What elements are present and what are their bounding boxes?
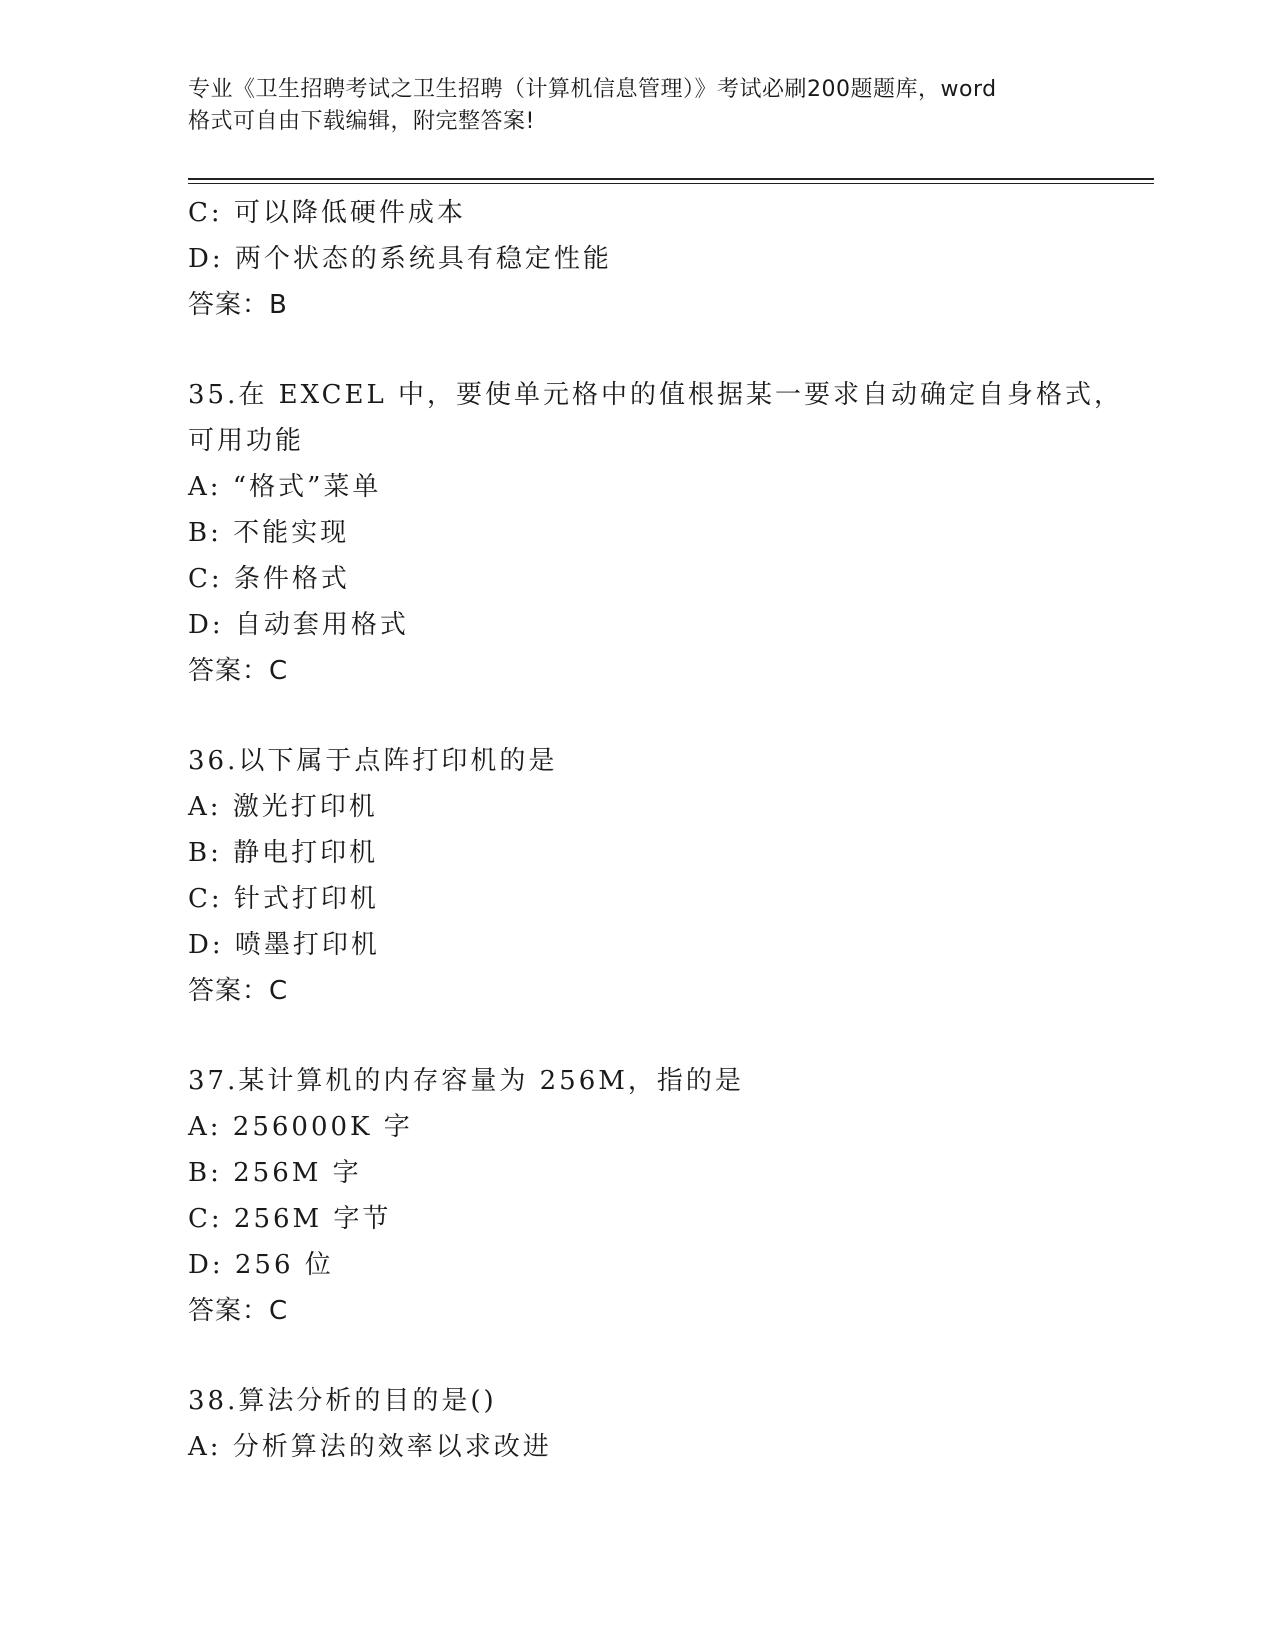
spacer — [188, 1014, 1088, 1058]
option-a: A: 分析算法的效率以求改进 — [188, 1432, 552, 1462]
option-d: D: 两个状态的系统具有稳定性能 — [188, 244, 612, 274]
question-block-35 — [188, 372, 1124, 694]
header-title-line-1: 专业《卫生招聘考试之卫生招聘（计算机信息管理）》考试必刷200题题库，word — [188, 77, 997, 102]
header-title-line-2: 格式可自由下载编辑，附完整答案! — [188, 109, 535, 134]
option-c: C: 针式打印机 — [188, 884, 379, 914]
option-a: A: “格式”菜单 — [188, 472, 382, 502]
document-body — [188, 190, 1124, 1470]
question-block-34-tail — [188, 190, 1088, 328]
answer-line: 答案：C — [188, 1296, 289, 1326]
option-a: A: 激光打印机 — [188, 792, 378, 822]
option-d: D: 喷墨打印机 — [188, 930, 380, 960]
option-b: B: 不能实现 — [188, 518, 350, 548]
question-block-36 — [188, 738, 1088, 1014]
option-d: D: 自动套用格式 — [188, 610, 409, 640]
option-c: C: 可以降低硬件成本 — [188, 198, 466, 228]
spacer — [188, 328, 1088, 372]
option-b: B: 256M 字 — [188, 1158, 362, 1188]
header-divider-thick — [188, 178, 1154, 180]
question-stem: 38.算法分析的目的是() — [188, 1386, 497, 1416]
question-stem-continued: 可用功能 — [188, 426, 305, 456]
option-a: A: 256000K 字 — [188, 1112, 413, 1142]
question-block-37 — [188, 1058, 1088, 1334]
option-c: C: 256M 字节 — [188, 1204, 392, 1234]
answer-line: 答案：C — [188, 656, 289, 686]
header-divider-thin — [188, 183, 1154, 184]
question-stem: 36.以下属于点阵打印机的是 — [188, 746, 558, 776]
answer-line: 答案：C — [188, 976, 289, 1006]
spacer — [188, 1334, 1088, 1378]
spacer — [188, 694, 1088, 738]
question-stem: 37.某计算机的内存容量为 256M，指的是 — [188, 1066, 744, 1096]
option-b: B: 静电打印机 — [188, 838, 379, 868]
option-d: D: 256 位 — [188, 1250, 334, 1280]
document-header — [188, 74, 1088, 138]
option-c: C: 条件格式 — [188, 564, 350, 594]
question-stem: 35.在 EXCEL 中，要使单元格中的值根据某一要求自动确定自身格式， — [188, 380, 1124, 410]
answer-line: 答案：B — [188, 290, 288, 320]
question-block-38 — [188, 1378, 1088, 1470]
